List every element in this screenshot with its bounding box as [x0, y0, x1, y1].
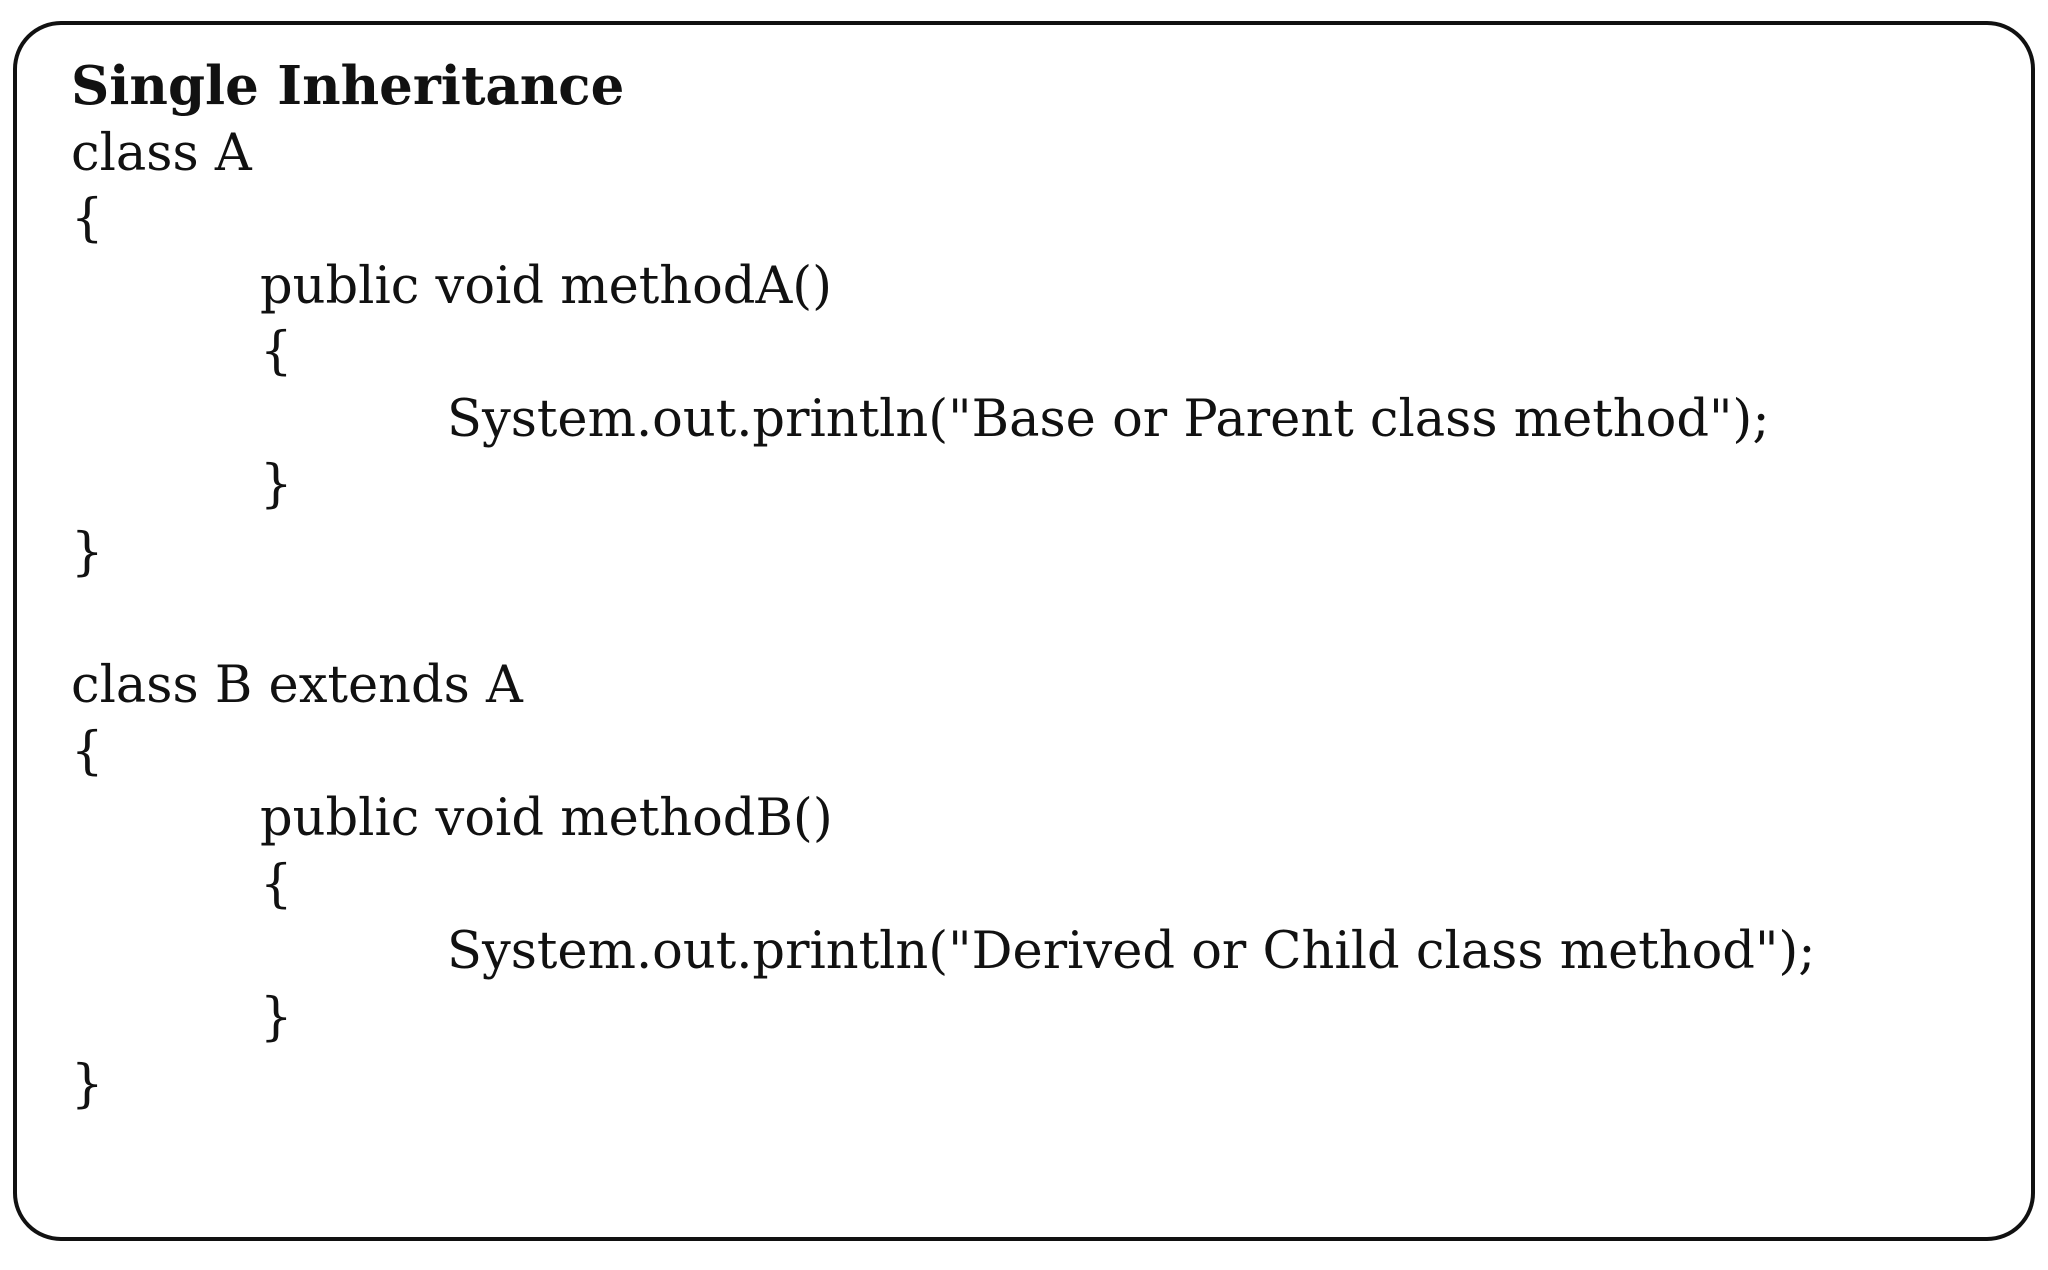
code-line-close-brace: } — [260, 988, 293, 1047]
code-line-class-a: class A — [71, 124, 252, 183]
code-line-println-base: System.out.println("Base or Parent class method"); — [447, 390, 1770, 449]
code-box — [13, 21, 2035, 1241]
code-line-close-brace: } — [71, 523, 104, 582]
code-line-class-b: class B extends A — [71, 656, 523, 715]
heading-single-inheritance: Single Inheritance — [71, 55, 625, 117]
code-line-method-a: public void methodA() — [260, 257, 833, 316]
code-line-open-brace: { — [260, 855, 293, 914]
code-line-println-derived: System.out.println("Derived or Child class method"); — [447, 922, 1816, 981]
code-line-close-brace: } — [71, 1055, 104, 1114]
code-line-open-brace: { — [71, 722, 104, 781]
code-line-close-brace: } — [260, 455, 293, 514]
code-line-open-brace: { — [71, 189, 104, 248]
code-line-method-b: public void methodB() — [260, 789, 833, 848]
code-line-open-brace: { — [260, 322, 293, 381]
